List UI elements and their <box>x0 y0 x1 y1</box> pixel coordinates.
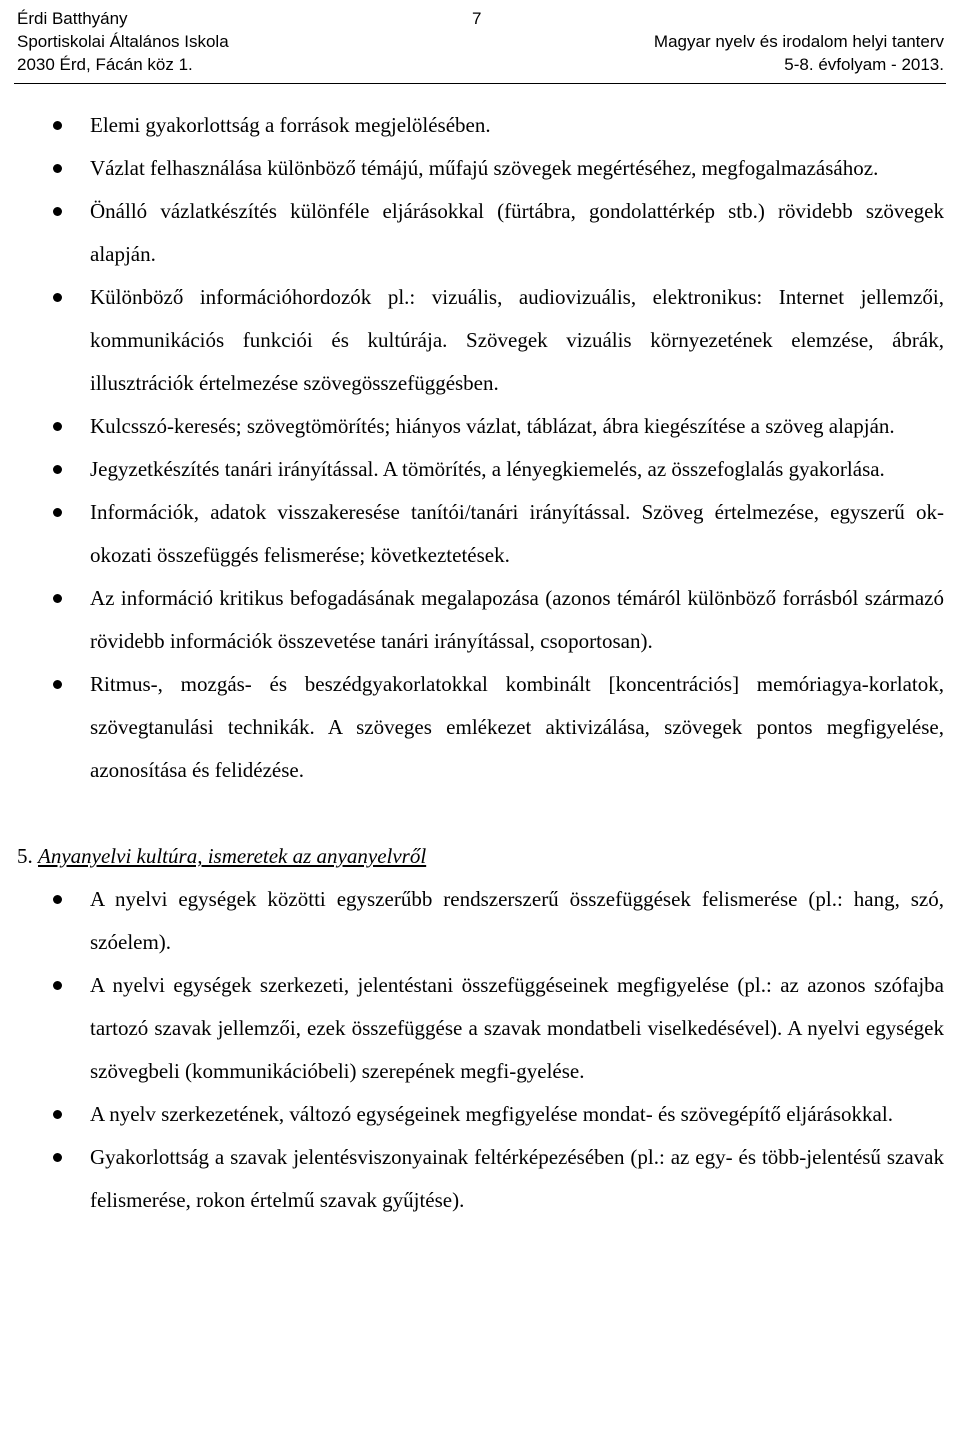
page-body <box>0 104 960 1222</box>
bullet-list-skills <box>0 104 960 792</box>
bullet-icon <box>53 680 62 689</box>
bullet-icon <box>53 1110 62 1119</box>
curriculum-grades: 5-8. évfolyam - 2013. <box>784 55 944 74</box>
list-item: Információk, adatok visszakeresése tanítói/tanári irányítással. Szöveg értelmezése, egyszerű ok-okozati összefüggés felismerése; következtetések. <box>0 491 960 577</box>
bullet-icon <box>53 293 62 302</box>
school-name-line-1: Érdi Batthyány <box>17 9 128 28</box>
curriculum-title: Magyar nyelv és irodalom helyi tanterv <box>653 32 944 51</box>
list-item: Ritmus-, mozgás- és beszédgyakorlatokkal kombinált [koncentrációs] memóriagya-korlatok, szövegtanulási technikák. A szöveges emlékezet aktivizálása, szövegek pontos megfigyelése, azonosítása és felidézése. <box>0 663 960 792</box>
list-item: Különböző információhordozók pl.: vizuális, audiovizuális, elektronikus: Internet jellemzői, kommunikációs funkciói és kultúrája. Szövegek vizuális környezetének elemzése, ábrák, illusztrációk értelmezése szövegösszefüggésben. <box>0 276 960 405</box>
list-item: A nyelv szerkezetének, változó egységeinek megfigyelése mondat- és szövegépítő eljárásokkal. <box>0 1093 960 1136</box>
bullet-icon <box>53 121 62 130</box>
page-header <box>0 0 960 84</box>
section-number: 5. <box>17 844 33 868</box>
bullet-icon <box>53 981 62 990</box>
list-item: Elemi gyakorlottság a források megjelölésében. <box>0 104 960 147</box>
school-name-line-2: Sportiskolai Általános Iskola <box>17 32 229 51</box>
bullet-icon <box>53 164 62 173</box>
section-heading <box>0 835 960 878</box>
list-item: Az információ kritikus befogadásának megalapozása (azonos témáról különböző forrásból származó rövidebb információk összevetése tanári irányítással, csoportosan). <box>0 577 960 663</box>
section-title: Anyanyelvi kultúra, ismeretek az anyanyelvről <box>38 844 427 868</box>
list-item: Önálló vázlatkészítés különféle eljárásokkal (fürtábra, gondolattérkép stb.) rövidebb szövegek alapján. <box>0 190 960 276</box>
list-item: Kulcsszó-keresés; szövegtömörítés; hiányos vázlat, táblázat, ábra kiegészítése a szöveg alapján. <box>0 405 960 448</box>
bullet-icon <box>53 207 62 216</box>
list-item: Jegyzetkészítés tanári irányítással. A tömörítés, a lényegkiemelés, az összefoglalás gyakorlása. <box>0 448 960 491</box>
school-info <box>17 7 229 76</box>
school-address: 2030 Érd, Fácán köz 1. <box>17 55 193 74</box>
list-item: A nyelvi egységek közötti egyszerűbb rendszerszerű összefüggések felismerése (pl.: hang, szó, szóelem). <box>0 878 960 964</box>
bullet-icon <box>53 465 62 474</box>
bullet-icon <box>53 895 62 904</box>
page-number: 7 <box>472 9 482 28</box>
list-item: A nyelvi egységek szerkezeti, jelentéstani összefüggéseinek megfigyelése (pl.: az azonos szófajba tartozó szavak jellemzői, ezek összefüggése a szavak mondatbeli viselkedésével). A nyelvi egységek szövegbeli (kommunikációbeli) szerepének megfi-gyelése. <box>0 964 960 1093</box>
header-divider <box>14 83 946 84</box>
list-item: Vázlat felhasználása különböző témájú, műfajú szövegek megértéséhez, megfogalmazásához. <box>0 147 960 190</box>
bullet-icon <box>53 594 62 603</box>
bullet-icon <box>53 422 62 431</box>
bullet-icon <box>53 508 62 517</box>
list-item: Gyakorlottság a szavak jelentésviszonyainak feltérképezésében (pl.: az egy- és több-jelentésű szavak felismerése, rokon értelmű szavak gyűjtése). <box>0 1136 960 1222</box>
bullet-list-language <box>0 878 960 1222</box>
bullet-icon <box>53 1153 62 1162</box>
curriculum-info <box>654 30 944 76</box>
